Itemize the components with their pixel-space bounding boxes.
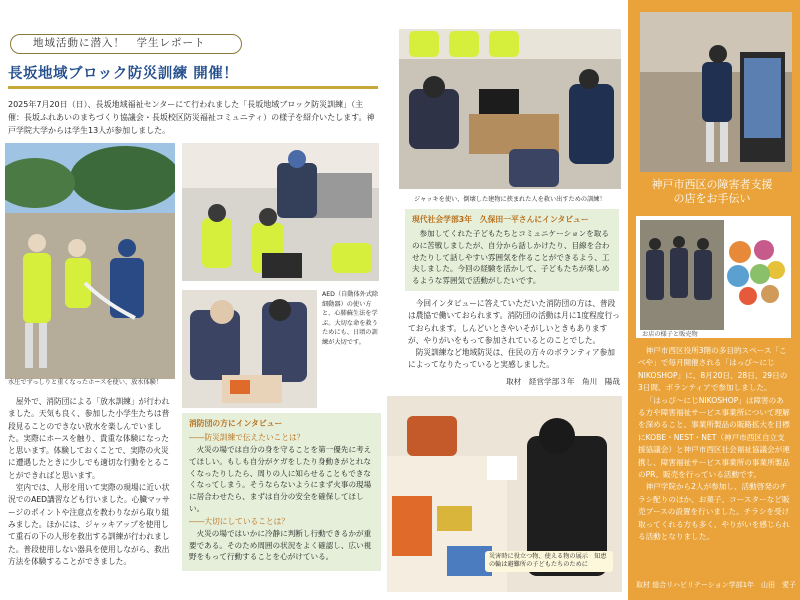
caption-shop: お店の様子と販売物 bbox=[642, 330, 698, 338]
photo-aed-training bbox=[182, 290, 317, 408]
section-tag: 地域活動に潜入！ 学生レポート bbox=[10, 34, 242, 54]
caption-aed: AED（自動体外式除細動器）の使い方と、心肺蘇生法を学ぶ。大切な命を救うためにも、日頃の訓練が大切です。 bbox=[322, 291, 379, 346]
sidebar-title: 神戸市西区の障害者支援の店をお手伝い bbox=[651, 178, 773, 205]
interview-fire-answer-1: 火災の場では自分の身を守ることを第一優先に考えてほしい。もしも自分がケガをしたり身動きがとれなくなったりしたら、周りの人に知らせることもできなくなってしまう。そうならないようにまず火事の現場に居合わせたら、まずは自分の安全を確保してほしい。 bbox=[189, 445, 372, 513]
page-title: 長坂地域ブロック防災訓練 開催！ bbox=[8, 66, 239, 82]
photo-coasters bbox=[724, 238, 786, 306]
photo-shop-entrance bbox=[640, 12, 792, 172]
photo-hose-training bbox=[5, 143, 175, 379]
sidebar-credit: 取材 総合リハビリテーション学部1年 山田 愛子 bbox=[636, 581, 797, 589]
interview-student-text: 参加してくれた子どもたちとコミュニケーションを取るのに苦戦しましたが、自分から話しかけたり、目線を合わせたりして話しやすい雰囲気を作ることができるよう、工夫しました。今回の経験を活かして、子どもたちが楽しめるような雰囲気で活動がしたいです。 bbox=[412, 229, 610, 286]
middle-body-paragraph: 今回インタビューに答えていただいた消防団の方は、普段は農協で働いておられます。消防団の活動は月に1度程度行っておられます。しんどいときやいそがしいときもありますが、やりがいをもって参加されているとのことでした。 bbox=[408, 299, 620, 345]
middle-body-paragraph: 防災訓練など地域防災は、住民の方々のボランティア参加によってなりたっていると実感しました。 bbox=[408, 348, 615, 370]
intro-paragraph: 2025年7月20日（日）、長坂地域福祉センターにて行われました「長坂地域ブロック防災訓練」（主催：長坂ふれあいのまちづくり協議会・長坂校区防災福祉コミュニティ）の様子を紹介いたします。神戸学院大学からは学生13人が参加しました。 bbox=[8, 100, 375, 135]
interview-fire-heading: 消防団の方にインタビュー bbox=[189, 419, 283, 428]
interview-fire-question-1: ――防災訓練で伝えたいことは？ bbox=[189, 433, 305, 442]
interview-student-heading: 現代社会学部3年 久保田一平さんにインタビュー bbox=[412, 215, 589, 224]
shop-photo-card bbox=[636, 216, 791, 338]
title-divider bbox=[8, 86, 378, 89]
middle-body-text bbox=[408, 298, 620, 372]
interview-fire-question-2: ――大切にしていることは？ bbox=[189, 516, 289, 526]
interview-fire-answer-2: 火災の場ではいかに冷静に判断し行動できるかが重要である。そのため周囲の状況をよく確認し、広い視野をもって行動することを心がけている。 bbox=[189, 528, 372, 562]
left-body-paragraph: 屋外で、消防団による「放水訓練」が行われました。天気も良く、参加した小学生たちは普段見ることのできない放水を楽しんでいました。実際にホースを触り、貴重な体験になったと思います。体験しておくことで、実際の火災に遭遇したときに少しでも適切な行動をとることができればと思います。 bbox=[8, 397, 170, 480]
photo-shop-staff bbox=[640, 220, 724, 330]
sidebar-paragraph: 神戸市西区役所3階の多目的スペース「こべや」で毎月開催される「はっぴ〜にじNIKOSHOP」に、8月20日、28日、29日の3日間、ボランティアで参加しました。 bbox=[638, 346, 788, 393]
left-body-paragraph: 室内では、人形を用いて実際の現場に近い状況でのAED講習なども行いました。心臓マッサージのポイントや注意点を教わりながら取り組みました。ほかには、ジャッキアップを使用して重石の下の人形を救出する訓練が行われました。普段使用しない器具を使用しながら、救出方法を体験することができました。 bbox=[8, 483, 170, 566]
middle-credit: 取材 経営学部３年 角川 陽哉 bbox=[506, 377, 620, 386]
caption-crafts: 災害時に役立つ物、使える物の展示 知恵の輪は避難所の子どもたちのために bbox=[485, 551, 613, 572]
sidebar-paragraph: 「はっぴ〜にじNIKOSHOP」は障害のある方や障害福祉サービス事業所について理解を深めること、事業所製品の販路拡大を目標にKOBE・NEST・NET（神戸市西区自立支援協議会）と神戸市西区社会福祉協議会が連携し、障害福祉サービス事業所の事業所製品のPR、販売を行っている活動です。 bbox=[638, 395, 790, 480]
interview-fire-brigade bbox=[182, 413, 381, 571]
photo-jack-rescue bbox=[399, 29, 621, 189]
caption-hose: 水圧でずっしりと重くなったホースを使い、放水体験！ bbox=[8, 379, 163, 386]
caption-jack: ジャッキを使い、倒壊した建物に挟まれた人を救い出すための訓練！ bbox=[414, 196, 606, 203]
sidebar-body bbox=[638, 345, 790, 544]
photo-jack-indoor bbox=[182, 143, 379, 281]
left-body-text bbox=[8, 396, 176, 568]
sidebar-paragraph: 神戸学院から2人が参加し、活動啓発のチラシ配りのほか、お菓子、コースターなど販売ブースの設置を行いました。チラシを受け取ってくれる方も多く、やりがいを感じられる活動となりました。 bbox=[638, 482, 790, 542]
interview-student bbox=[405, 209, 619, 291]
